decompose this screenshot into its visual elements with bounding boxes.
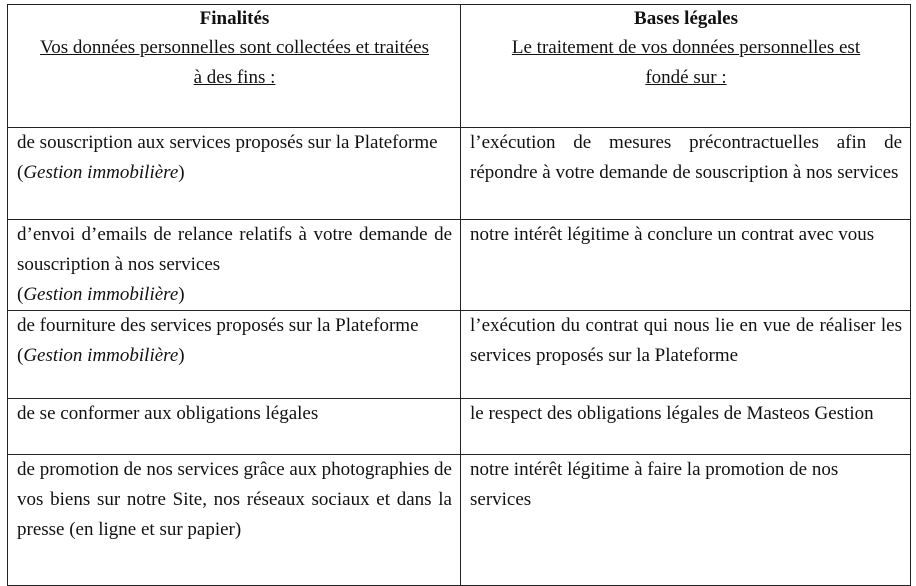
purpose-category: (Gestion immobilière) xyxy=(17,345,185,366)
legal-basis-cell xyxy=(461,128,911,220)
header-cell-purposes xyxy=(8,5,461,128)
purpose-cell xyxy=(8,220,461,311)
header-subtitle-legal-bases: Le traitement de vos données personnelles est fondé sur : xyxy=(511,37,861,88)
legal-basis-cell xyxy=(461,399,911,455)
purposes-legal-bases-table xyxy=(7,4,911,586)
purpose-text: de se conformer aux obligations légales xyxy=(17,403,319,424)
table-row xyxy=(8,220,911,311)
purpose-cell xyxy=(8,128,461,220)
purpose-text: de fourniture des services proposés sur la Plateforme xyxy=(17,315,419,336)
purpose-cell xyxy=(8,455,461,586)
legal-basis-cell xyxy=(461,311,911,399)
category-label: Gestion immobilière xyxy=(23,162,179,183)
legal-basis-text: l’exécution de mesures précontractuelles afin de répondre à votre demande de souscription à nos services xyxy=(470,132,902,183)
category-label: Gestion immobilière xyxy=(23,345,179,366)
legal-basis-cell xyxy=(461,220,911,311)
legal-basis-text: notre intérêt légitime à conclure un contrat avec vous xyxy=(470,224,875,245)
purpose-text: de promotion de nos services grâce aux photographies de vos biens sur notre Site, nos réseaux sociaux et dans la presse (en ligne et sur papier) xyxy=(17,459,452,540)
category-label: Gestion immobilière xyxy=(23,284,179,305)
legal-basis-text: notre intérêt légitime à faire la promotion de nos services xyxy=(470,459,839,510)
header-cell-legal-bases xyxy=(461,5,911,128)
legal-basis-text: le respect des obligations légales de Masteos Gestion xyxy=(470,403,874,424)
table-row xyxy=(8,311,911,399)
purpose-cell xyxy=(8,399,461,455)
legal-basis-text: l’exécution du contrat qui nous lie en vue de réaliser les services proposés sur la Plateforme xyxy=(470,315,902,366)
header-title-purposes: Finalités xyxy=(199,8,270,29)
header-title-legal-bases: Bases légales xyxy=(634,8,738,29)
table-row xyxy=(8,455,911,586)
legal-basis-cell xyxy=(461,455,911,586)
purpose-category: (Gestion immobilière) xyxy=(17,162,185,183)
header-row xyxy=(8,5,911,128)
table-row xyxy=(8,399,911,455)
purpose-text: d’envoi d’emails de relance relatifs à votre demande de souscription à nos services xyxy=(17,224,452,275)
purpose-text: de souscription aux services proposés sur la Plateforme xyxy=(17,132,438,153)
purpose-cell xyxy=(8,311,461,399)
table-row xyxy=(8,128,911,220)
purpose-category: (Gestion immobilière) xyxy=(17,284,185,305)
header-subtitle-purposes: Vos données personnelles sont collectées et traitées à des fins : xyxy=(39,37,430,88)
